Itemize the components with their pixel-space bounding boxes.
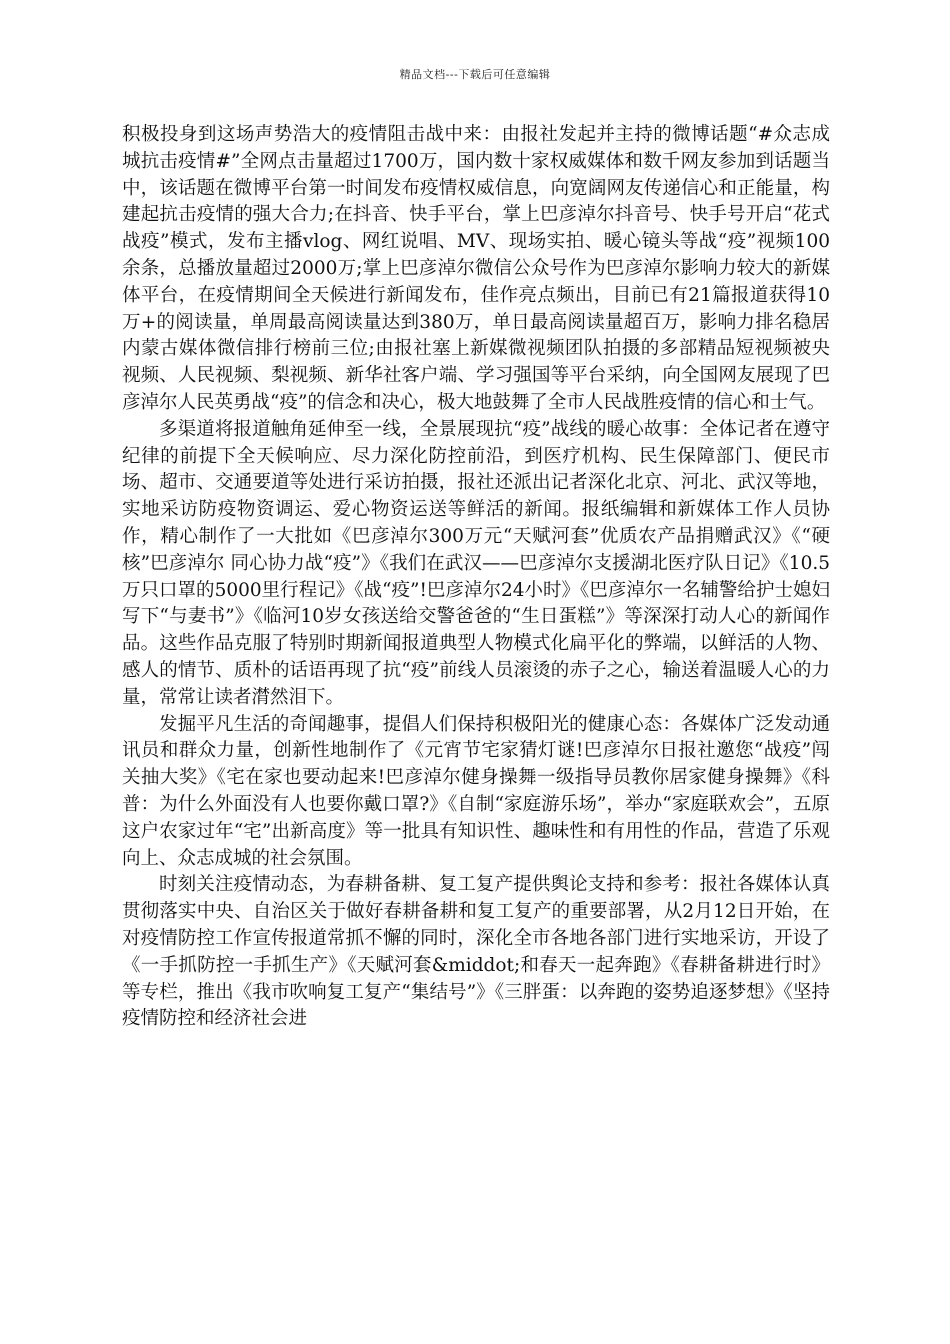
paragraph-frontline-stories: 多渠道将报道触角延伸至一线，全景展现抗“疫”战线的暖心故事：全体记者在遵守纪律的前提下全天候响应、尽力深化防控前沿，到医疗机构、民生保障部门、便民市场、超市、交通要道等处进行采访拍摄，报社还派出记者深化北京、河北、武汉等地，实地采访防疫物资调运、爱心物资运送等鲜活的新闻。报纸编辑和新媒体工作人员协作，精心制作了一大批如《巴彦淖尔300万元“天赋河套”优质农产品捐赠武汉》《“硬核”巴彦淖尔 同心协力战“疫”》《我们在武汉——巴彦淖尔支援湖北医疗队日记》《10.5万只口罩的5000里行程记》《战“疫”!巴彦淖尔24小时》《巴彦淖尔一名辅警给护士媳妇写下“与妻书”》《临河10岁女孩送给交警爸爸的“生日蛋糕”》等深深打动人心的新闻作品。这些作品克服了特别时期新闻报道典型人物模式化扁平化的弊端，以鲜活的人物、感人的情节、质朴的话语再现了抗“疫”前线人员滚烫的赤子之心，输送着温暖人心的力量，常常让读者潸然泪下。 <box>122 418 830 708</box>
page-header: 精品文档---下载后可任意编辑 <box>399 68 551 81</box>
document-body <box>122 122 830 1033</box>
paragraph-spring-farming: 时刻关注疫情动态，为春耕备耕、复工复产提供舆论支持和参考：报社各媒体认真贯彻落实中央、自治区关于做好春耕备耕和复工复产的重要部署，从2月12日开始，在对疫情防控工作宣传报道常抓不懈的同时，深化全市各地各部门进行实地采访，开设了《一手抓防控一手抓生产》《天赋河套&middot;和春天一起奔跑》《春耕备耕进行时》等专栏，推出《我市吹响复工复产“集结号”》《三胖蛋：以奔跑的姿势追逐梦想》《坚持疫情防控和经济社会进 <box>122 874 830 1030</box>
paragraph-media-campaign: 积极投身到这场声势浩大的疫情阻击战中来：由报社发起并主持的微博话题“#众志成城抗击疫情#”全网点击量超过1700万，国内数十家权威媒体和数千网友参加到话题当中，该话题在微博平台第一时间发布疫情权威信息，向宽阔网友传递信心和正能量，构建起抗击疫情的强大合力;在抖音、快手平台，掌上巴彦淖尔抖音号、快手号开启“花式战疫”模式，发布主播vlog、网红说唱、MV、现场实拍、暖心镜头等战“疫”视频100余条，总播放量超过2000万;掌上巴彦淖尔微信公众号作为巴彦淖尔影响力较大的新媒体平台，在疫情期间全天候进行新闻发布，佳作亮点频出，目前已有21篇报道获得10万+的阅读量，单周最高阅读量达到380万，单日最高阅读量超百万，影响力排名稳居内蒙古媒体微信排行榜前三位;由报社塞上新媒微视频团队拍摄的多部精品短视频被央视频、人民视频、梨视频、新华社客户端、学习强国等平台采纳，向全国网友展现了巴彦淖尔人民英勇战“疫”的信念和决心，极大地鼓舞了全市人民战胜疫情的信心和士气。 <box>122 124 830 413</box>
paragraph-daily-life-stories: 发掘平凡生活的奇闻趣事，提倡人们保持积极阳光的健康心态：各媒体广泛发动通讯员和群众力量，创新性地制作了《元宵节宅家猜灯谜!巴彦淖尔日报社邀您“战疫”闯关抽大奖》《宅在家也要动起来!巴彦淖尔健身操舞一级指导员教你居家健身操舞》《科普：为什么外面没有人也要你戴口罩?》《自制“家庭游乐场”，举办“家庭联欢会”，五原这户农家过年“宅”出新高度》等一批具有知识性、趣味性和有用性的作品，营造了乐观向上、众志成城的社会氛围。 <box>122 713 830 869</box>
